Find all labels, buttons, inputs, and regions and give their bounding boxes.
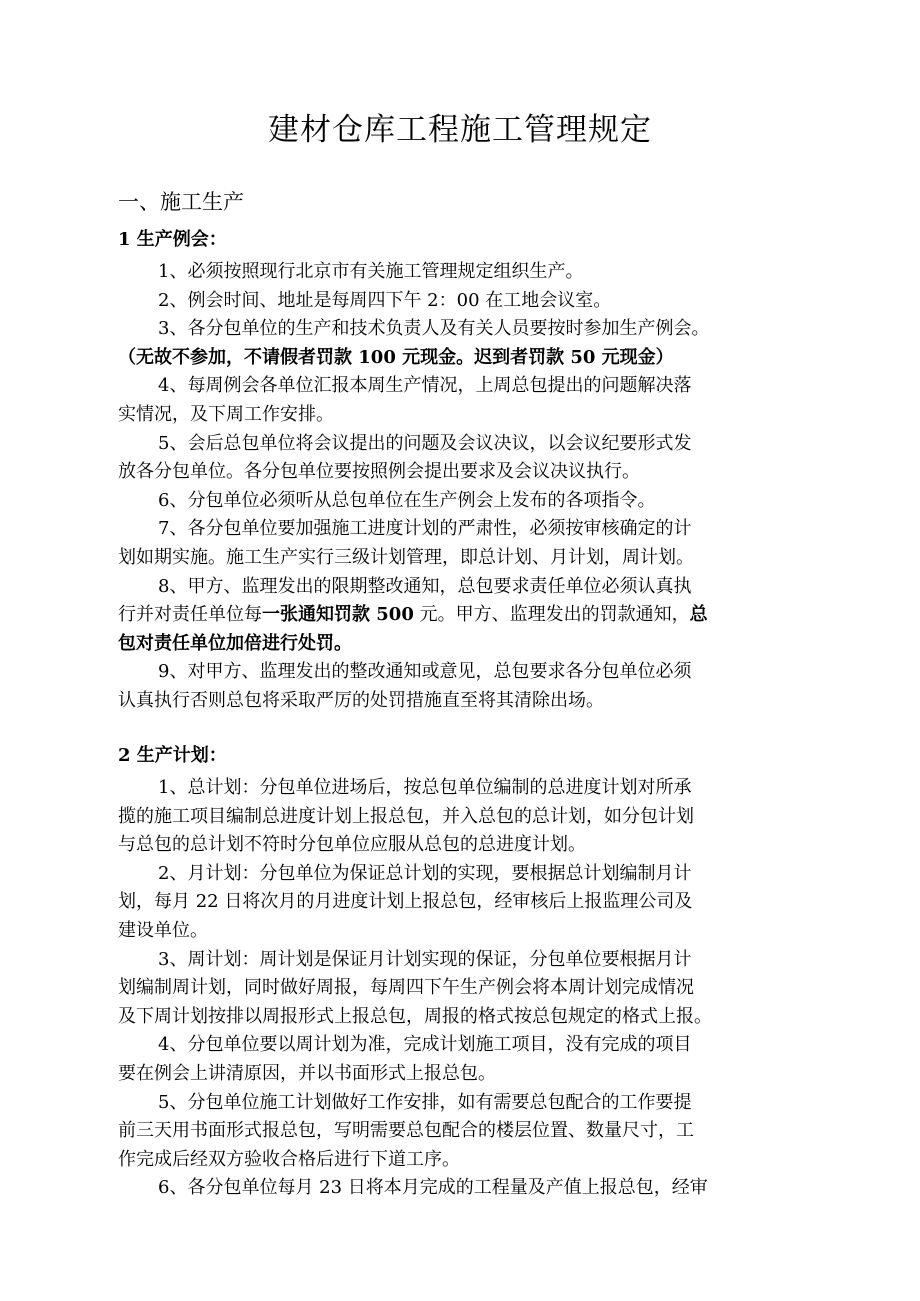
meetings-paragraphs (118, 258, 808, 716)
paragraph-line: 4、分包单位要以周计划为准，完成计划施工项目，没有完成的项目 (158, 1034, 692, 1056)
text-run-bold: 总 (689, 604, 708, 626)
paragraph-line: 与总包的总计划不符时分包单位应服从总包的总进度计划。 (118, 834, 586, 856)
paragraph-line: 要在例会上讲清原因，并以书面形式上报总包。 (118, 1062, 496, 1084)
paragraph-line: 建设单位。 (118, 919, 208, 941)
paragraph-line: 8、甲方、监理发出的限期整改通知，总包要求责任单位必须认真执 (158, 575, 692, 597)
paragraph-line: 6、各分包单位每月 23 日将本月完成的工程量及产值上报总包，经审 (158, 1177, 708, 1199)
paragraph-line: 包对责任单位加倍进行处罚。 (118, 632, 352, 654)
paragraph-line: 前三天用书面形式报总包，写明需要总包配合的楼层位置、数量尺寸，工 (118, 1120, 694, 1142)
penalty-note-line: （无故不参加，不请假者罚款 100 元现金。迟到者罚款 50 元现金） (118, 346, 674, 368)
paragraph-line: 放各分包单位。各分包单位要按照例会提出要求及会议决议执行。 (118, 461, 640, 483)
plans-paragraphs (118, 774, 808, 1203)
paragraph-line: 9、对甲方、监理发出的整改通知或意见，总包要求各分包单位必须 (158, 661, 692, 683)
paragraph-line: 作完成后经双方验收合格后进行下道工序。 (118, 1148, 460, 1170)
paragraph-line: 7、各分包单位要加强施工进度计划的严肃性，必须按审核确定的计 (158, 518, 692, 540)
paragraph-line-mixed (118, 601, 808, 630)
paragraph-line: 5、会后总包单位将会议提出的问题及会议决议，以会议纪要形式发 (158, 432, 692, 454)
text-run: 元。甲方、监理发出的罚款通知， (413, 604, 690, 626)
paragraph-line: 及下周计划按排以周报形式上报总包，周报的格式按总包规定的格式上报。 (118, 1005, 712, 1027)
document-title: 建材仓库工程施工管理规定 (268, 112, 652, 148)
paragraph-line: 3、周计划：周计划是保证月计划实现的保证，分包单位要根据月计 (158, 948, 692, 970)
paragraph-line: 实情况，及下周工作安排。 (118, 403, 334, 425)
paragraph-line: 揽的施工项目编制总进度计划上报总包，并入总包的总计划，如分包计划 (118, 805, 694, 827)
paragraph-line: 4、每周例会各单位汇报本周生产情况，上周总包提出的问题解决落 (158, 375, 692, 397)
fine-amount-text: 一张通知罚款 500 (262, 604, 414, 626)
subsection-heading-plans: 2 生产计划： (118, 745, 227, 766)
paragraph-line: 认真执行否则总包将采取严厉的处罚措施直至将其清除出场。 (118, 689, 604, 711)
paragraph-line: 1、总计划：分包单位进场后，按总包单位编制的总进度计划对所承 (158, 777, 692, 798)
paragraph-line: 5、分包单位施工计划做好工作安排，如有需要总包配合的工作要提 (158, 1091, 692, 1113)
paragraph-line: 划如期实施。施工生产实行三级计划管理，即总计划、月计划，周计划。 (118, 546, 694, 568)
section-heading: 一、施工生产 (118, 190, 244, 214)
paragraph-line: 1、必须按照现行北京市有关施工管理规定组织生产。 (158, 261, 584, 282)
paragraph-line: 6、分包单位必须听从总包单位在生产例会上发布的各项指令。 (158, 489, 656, 511)
paragraph-line: 2、月计划：分包单位为保证总计划的实现，要根据总计划编制月计 (158, 862, 692, 884)
text-run: 行并对责任单位每 (118, 604, 262, 626)
paragraph-line: 2、例会时间、地址是每周四下午 2：00 在工地会议室。 (158, 289, 612, 311)
paragraph-line: 划编制周计划，同时做好周报，每周四下午生产例会将本周计划完成情况 (118, 977, 694, 999)
subsection-heading-meetings: 1 生产例会： (118, 229, 227, 250)
paragraph-line: 划，每月 22 日将次月的月进度计划上报总包，经审核后上报监理公司及 (118, 891, 693, 913)
paragraph-line: 3、各分包单位的生产和技术负责人及有关人员要按时参加生产例会。 (158, 318, 710, 340)
